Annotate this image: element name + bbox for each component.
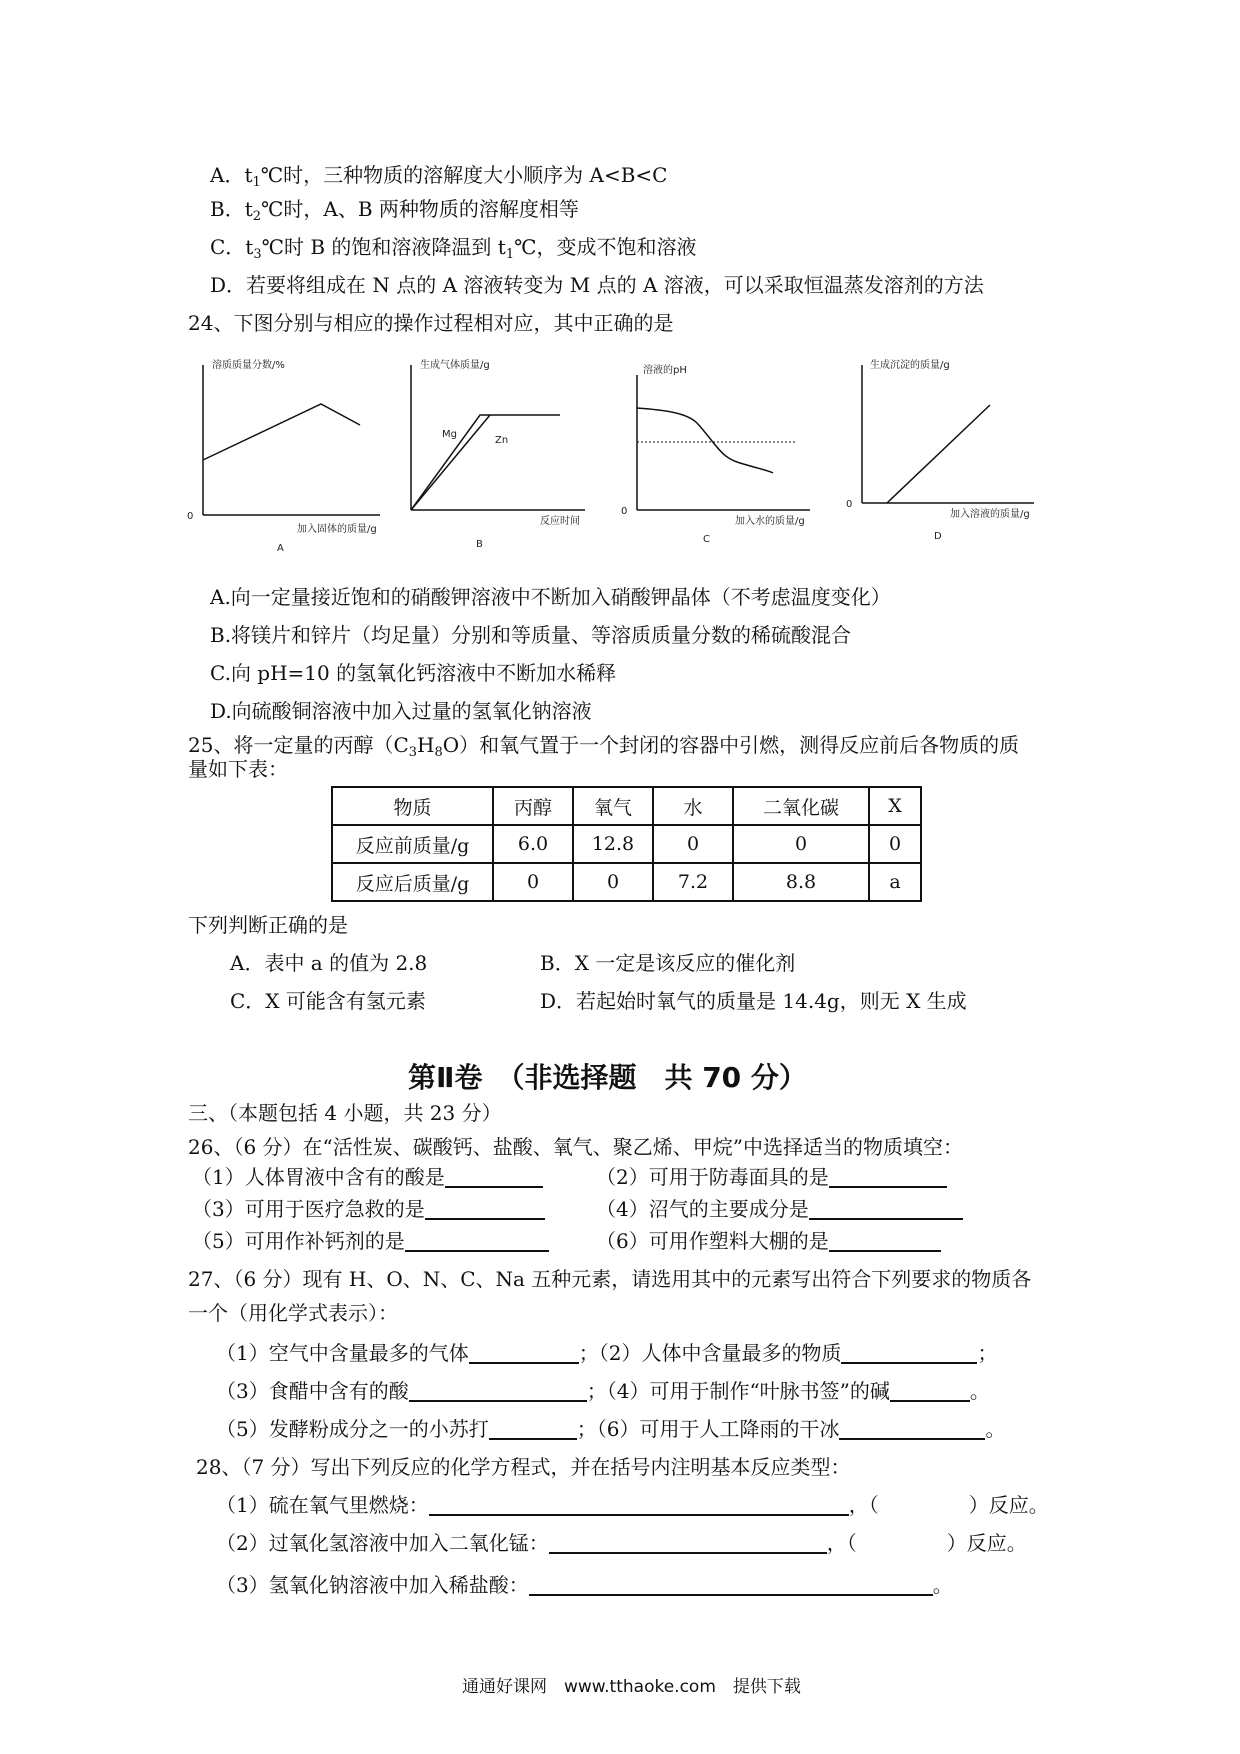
table-cell: 8.8 bbox=[733, 863, 869, 901]
graph-c-caption: C bbox=[703, 534, 710, 545]
q26-item-6-text: （6）可用作塑料大棚的是 bbox=[596, 1229, 829, 1253]
graph-c-ylabel: 溶液的pH bbox=[643, 365, 687, 376]
graph-b-ylabel: 生成气体质量/g bbox=[420, 360, 490, 371]
q24-stem: 24、下图分别与相应的操作过程相对应，其中正确的是 bbox=[188, 311, 674, 335]
graph-d-curve bbox=[887, 405, 990, 503]
table-cell: 0 bbox=[653, 825, 733, 863]
table-cell: 12.8 bbox=[573, 825, 653, 863]
q23-c-prefix: C．t bbox=[210, 235, 254, 259]
graph-a-origin: 0 bbox=[187, 511, 194, 522]
q25-stem-1: 25、将一定量的丙醇（C bbox=[188, 733, 409, 757]
q25-option-d: D．若起始时氧气的质量是 14.4g，则无 X 生成 bbox=[540, 989, 967, 1013]
q23-b-rest: ℃时，A、B 两种物质的溶解度相等 bbox=[261, 197, 579, 221]
q28-item-2-paren-open: ，（ bbox=[826, 1531, 857, 1555]
q26-item-2 bbox=[596, 1164, 947, 1190]
q26-item-1 bbox=[192, 1164, 543, 1190]
q28-item-1-paren-open: ，（ bbox=[848, 1493, 879, 1517]
q27-item-2-text: ；（2）人体中含量最多的物质 bbox=[578, 1341, 842, 1365]
q27-row-3 bbox=[216, 1416, 1005, 1442]
q23-c-rest: ℃，变成不饱和溶液 bbox=[514, 235, 697, 259]
table-cell: a bbox=[869, 863, 921, 901]
table-cell: 反应前质量/g bbox=[332, 825, 493, 863]
table-header-cell: 物质 bbox=[332, 787, 493, 825]
answer-blank[interactable] bbox=[839, 1418, 985, 1440]
q23-c-mid: ℃时 B 的饱和溶液降温到 t bbox=[261, 235, 506, 259]
graph-a-xlabel: 加入固体的质量/g bbox=[297, 524, 377, 535]
q27-row-1-end: ； bbox=[977, 1341, 998, 1365]
q24-graph-b bbox=[400, 355, 615, 555]
q24-graph-a bbox=[187, 355, 405, 555]
q28-item-2-text: （2）过氧化氢溶液中加入二氧化锰： bbox=[216, 1531, 549, 1555]
q27-item-4-text: ；（4）可用于制作“叶脉书签”的碱 bbox=[586, 1379, 890, 1403]
q27-row-2-end: 。 bbox=[969, 1379, 990, 1403]
q26-stem: 26、（6 分）在“活性炭、碳酸钙、盐酸、氧气、聚乙烯、甲烷”中选择适当的物质填空： bbox=[188, 1135, 963, 1159]
graph-b-mg-label: Mg bbox=[442, 429, 457, 440]
answer-blank[interactable] bbox=[529, 1574, 933, 1596]
graph-b-zn-label: Zn bbox=[495, 435, 509, 446]
q23-a-sub: 1 bbox=[252, 175, 261, 190]
part2-title: 第Ⅱ卷 （非选择题 共 70 分） bbox=[408, 1061, 807, 1094]
table-header-cell: 氧气 bbox=[573, 787, 653, 825]
q23-c-sub: 3 bbox=[253, 247, 262, 262]
q24-option-b: B.将镁片和锌片（均足量）分别和等质量、等溶质质量分数的稀硫酸混合 bbox=[210, 623, 852, 647]
q27-stem-1: 27、（6 分）现有 H、O、N、C、Na 五种元素，请选用其中的元素写出符合下列要求的物质各 bbox=[188, 1267, 1032, 1291]
answer-blank[interactable] bbox=[829, 1230, 941, 1252]
answer-blank[interactable] bbox=[425, 1198, 545, 1220]
q25-stem-2: H bbox=[417, 733, 435, 757]
q26-item-5-text: （5）可用作补钙剂的是 bbox=[192, 1229, 405, 1253]
graph-b-xlabel: 反应时间 bbox=[540, 516, 580, 527]
graph-b-caption: B bbox=[476, 539, 483, 550]
q25-mass-table bbox=[331, 786, 922, 902]
graph-b-mg-line bbox=[411, 415, 560, 510]
table-cell: 7.2 bbox=[653, 863, 733, 901]
section3-header: 三、（本题包括 4 小题，共 23 分） bbox=[188, 1101, 502, 1125]
q23-a-rest: ℃时，三种物质的溶解度大小顺序为 A<B<C bbox=[260, 163, 668, 187]
q27-row-3-end: 。 bbox=[985, 1417, 1006, 1441]
q23-option-c bbox=[210, 234, 696, 268]
q27-row-2 bbox=[216, 1378, 990, 1404]
graph-d-xlabel: 加入溶液的质量/g bbox=[950, 509, 1030, 520]
q23-b-prefix: B．t bbox=[210, 197, 253, 221]
table-cell: 0 bbox=[573, 863, 653, 901]
table-cell: 0 bbox=[493, 863, 573, 901]
q23-option-a bbox=[210, 162, 667, 196]
table-header-cell: 二氧化碳 bbox=[733, 787, 869, 825]
graph-d-origin: 0 bbox=[846, 499, 853, 510]
q24-option-a: A.向一定量接近饱和的硝酸钾溶液中不断加入硝酸钾晶体（不考虑温度变化） bbox=[210, 585, 891, 609]
table-header-cell: 水 bbox=[653, 787, 733, 825]
q26-item-2-text: （2）可用于防毒面具的是 bbox=[596, 1165, 829, 1189]
q27-item-5-text: （5）发酵粉成分之一的小苏打 bbox=[216, 1417, 489, 1441]
answer-blank[interactable] bbox=[405, 1230, 549, 1252]
q25-option-b: B．X 一定是该反应的催化剂 bbox=[540, 951, 796, 975]
answer-blank[interactable] bbox=[890, 1380, 970, 1402]
q25-stem bbox=[188, 732, 1019, 766]
graph-d-caption: D bbox=[934, 531, 942, 542]
q25-stem-sub1: 3 bbox=[408, 745, 418, 760]
q25-option-a: A．表中 a 的值为 2.8 bbox=[230, 951, 428, 975]
q23-b-sub: 2 bbox=[252, 209, 262, 224]
q24-option-c: C.向 pH=10 的氢氧化钙溶液中不断加水稀释 bbox=[210, 661, 617, 685]
graph-c-xlabel: 加入水的质量/g bbox=[735, 516, 805, 527]
answer-blank[interactable] bbox=[409, 1380, 587, 1402]
q23-a-prefix: A．t bbox=[210, 163, 253, 187]
q24-option-d: D.向硫酸铜溶液中加入过量的氢氧化钠溶液 bbox=[210, 699, 592, 723]
q27-item-1-text: （1）空气中含量最多的气体 bbox=[216, 1341, 469, 1365]
q26-item-1-text: （1）人体胃液中含有的酸是 bbox=[192, 1165, 445, 1189]
footer-credit: 通通好课网 www.tthaoke.com 提供下载 bbox=[462, 1677, 801, 1697]
q28-item-3-text: （3）氢氧化钠溶液中加入稀盐酸： bbox=[216, 1573, 529, 1597]
graph-a-caption: A bbox=[277, 543, 284, 554]
table-header-cell: 丙醇 bbox=[493, 787, 573, 825]
table-cell: 0 bbox=[869, 825, 921, 863]
q28-item-2-paren-close: ）反应。 bbox=[946, 1531, 1027, 1555]
q25-judge: 下列判断正确的是 bbox=[188, 913, 348, 937]
q25-stem-3: O）和氧气置于一个封闭的容器中引燃，测得反应前后各物质的质 bbox=[442, 733, 1020, 757]
table-cell: 0 bbox=[733, 825, 869, 863]
table-header-row bbox=[332, 787, 921, 825]
q26-item-3 bbox=[192, 1196, 545, 1222]
q28-item-1 bbox=[216, 1492, 1049, 1518]
q23-option-d: D．若要将组成在 N 点的 A 溶液转变为 M 点的 A 溶液，可以采取恒温蒸发溶剂的方法 bbox=[210, 273, 984, 297]
table-row bbox=[332, 825, 921, 863]
q28-stem: 28、（7 分）写出下列反应的化学方程式，并在括号内注明基本反应类型： bbox=[196, 1455, 851, 1479]
q26-item-3-text: （3）可用于医疗急救的是 bbox=[192, 1197, 425, 1221]
answer-blank[interactable] bbox=[549, 1532, 827, 1554]
q28-item-1-paren-close: ）反应。 bbox=[968, 1493, 1049, 1517]
q28-item-2 bbox=[216, 1530, 1027, 1556]
answer-blank[interactable] bbox=[429, 1494, 849, 1516]
q24-graph-d bbox=[842, 355, 1057, 555]
q27-item-3-text: （3）食醋中含有的酸 bbox=[216, 1379, 409, 1403]
answer-blank[interactable] bbox=[489, 1418, 577, 1440]
q25-stem-line2: 量如下表： bbox=[188, 757, 288, 781]
q27-row-1 bbox=[216, 1340, 997, 1366]
q25-stem-sub2: 8 bbox=[434, 745, 443, 760]
table-cell: 6.0 bbox=[493, 825, 573, 863]
q25-option-c: C．X 可能含有氢元素 bbox=[230, 989, 426, 1013]
q27-item-6-text: ；（6）可用于人工降雨的干冰 bbox=[576, 1417, 840, 1441]
graph-d-ylabel: 生成沉淀的质量/g bbox=[870, 360, 950, 371]
q26-item-5 bbox=[192, 1228, 549, 1254]
graph-a-curve bbox=[203, 404, 360, 460]
q28-item-3 bbox=[216, 1572, 953, 1598]
q28-item-1-text: （1）硫在氧气里燃烧： bbox=[216, 1493, 429, 1517]
table-cell: 反应后质量/g bbox=[332, 863, 493, 901]
graph-c-curve bbox=[637, 408, 773, 473]
answer-blank[interactable] bbox=[841, 1342, 977, 1364]
q24-graph-c bbox=[621, 355, 840, 555]
table-row bbox=[332, 863, 921, 901]
table-header-cell: X bbox=[869, 787, 921, 825]
answer-blank[interactable] bbox=[829, 1166, 947, 1188]
answer-blank[interactable] bbox=[469, 1342, 579, 1364]
answer-blank[interactable] bbox=[809, 1198, 963, 1220]
answer-blank[interactable] bbox=[445, 1166, 543, 1188]
graph-a-ylabel: 溶质质量分数/% bbox=[212, 360, 285, 371]
q23-c-sub2: 1 bbox=[505, 247, 515, 262]
q28-item-3-end: 。 bbox=[932, 1573, 953, 1597]
q26-item-6 bbox=[596, 1228, 941, 1254]
graph-c-origin: 0 bbox=[621, 506, 628, 517]
q26-item-4 bbox=[596, 1196, 963, 1222]
q23-option-b bbox=[210, 196, 579, 230]
q26-item-4-text: （4）沼气的主要成分是 bbox=[596, 1197, 809, 1221]
q27-stem-2: 一个（用化学式表示）： bbox=[188, 1301, 398, 1325]
